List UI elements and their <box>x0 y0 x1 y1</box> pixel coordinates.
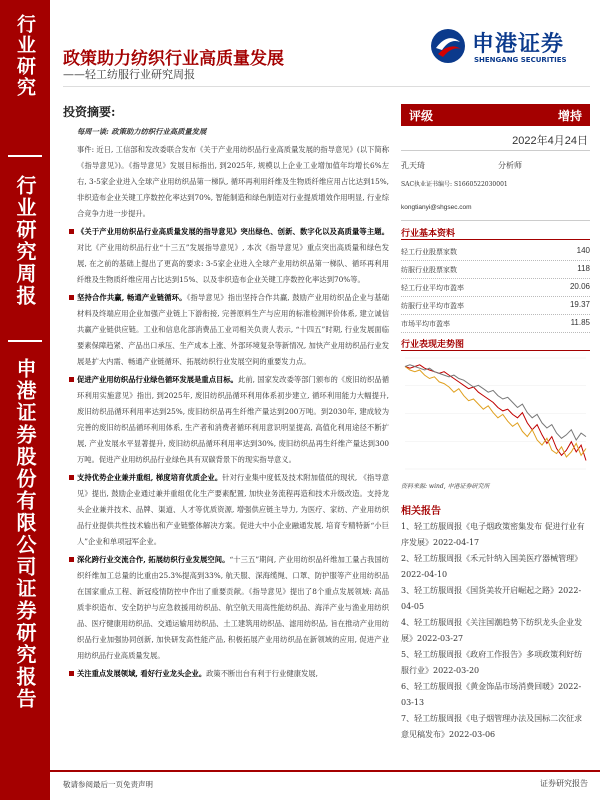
chart-heading: 行业表现走势图 <box>401 340 465 350</box>
related-report-item[interactable]: 1、轻工纺服周报《电子烟政策密集发布 促进行业有序发展》2022-04-17 <box>401 522 585 547</box>
chart-series-line-2 <box>405 367 586 458</box>
stat-label: 轻工行业股票家数 <box>401 248 457 256</box>
logo-text-cn: 申港证券 <box>472 32 565 57</box>
stat-row <box>401 243 590 261</box>
analyst-name: 孔天琦 <box>401 161 425 170</box>
bullet-title: 促进产业用纺织品行业绿色循环发展是重点目标。 <box>77 375 238 384</box>
related-reports-heading: 相关报告 <box>401 506 441 517</box>
related-report-item[interactable]: 4、轻工纺服周报《关注国潮趋势下纺织龙头企业发展》2022-03-27 <box>401 618 583 643</box>
rating-banner <box>401 104 590 126</box>
analyst-email: kongtianyi@shgsec.com <box>401 204 472 211</box>
related-report-item[interactable]: 7、轻工纺服周报《电子烟管理办法及国标二次征求意见稿发布》2022-03-06 <box>401 714 583 739</box>
chart-series-line-3 <box>405 365 586 440</box>
stat-value: 118 <box>577 264 590 273</box>
bullet-text: 政策不断出台有利于行业健康发展, <box>206 669 318 678</box>
report-date: 2022年4月24日 <box>512 135 588 147</box>
chart-series-line-1 <box>405 365 586 461</box>
bullet-title: 《关于产业用纺织品行业高质量发展的指导意见》突出绿色、创新、数字化以及高质量等主题。 <box>77 227 389 236</box>
divider <box>401 150 590 151</box>
bullet-text: “十三五”期间, 产业用纺织品纤维加工量占我国纺织纤维加工总量的比重由25.3%提高到33%, 航天服、深海缆绳、口罩、防护服等产业用纺织品在国家重点工程、新冠疫情防控中作出了重要贡献。《指导意见》提出了8个重点发展领域: 高品质非织造布、安全防护与应急救援用纺织品、航空航天用高性能纺织品、海洋产业与渔业用纺织品、医疗健康用纺织品、交通运输用纺织品、土工建筑用纺织品、滤用纺织品, 旨在推动产业用纺织品行业加强协同创新, 加快研发高性能产品, 积极拓展产业用纺织品在新领域的应用, 促进产业用纺织品行业高质量发展。 <box>77 555 389 660</box>
bullet-text: 《指导意见》指出坚持合作共赢, 鼓励产业用纺织品企业与基础材料及终端应用企业加强产业链上下游衔接, 完善原料生产与应用的标准检测评价体系, 建立诚信共赢产业链供应链。工业和信息化部消费品工业司相关负责人表示, “十四五”时期, 行业发展面临要素保障趋紧、产品出口承压、生产成本上涨、外部环境复杂等新情况, 加快产业用纺织品行业发展是扩大内需、畅通产业链循环、拓展纺织行业发展空间的重要发力点。 <box>77 293 389 366</box>
stat-value: 11.85 <box>570 318 590 327</box>
divider <box>401 220 590 221</box>
rating-label: 评级 <box>409 109 434 123</box>
event-paragraph: 事件: 近日, 工信部和发改委联合发布《关于产业用纺织品行业高质量发展的指导意见》(以下简称《指导意见》)。《指导意见》发展目标指出, 到2025年, 规模以上企业工业增加值年均增长6%左右, 3-5家企业进入全球产业用纺织品第一梯队, 循环再利用纤维及生物质纤维应用占比达到15%, 非织造布企业关键工序数控化率达到70%, 智能制造和绿色制造对行业提质增效作用明显, 行业综合竞争力进一步提升。 <box>77 145 389 218</box>
bullet-title: 坚持合作共赢, 畅通产业链循环。 <box>77 293 187 302</box>
section-divider <box>401 350 590 351</box>
header-divider <box>63 86 590 87</box>
sidebar-divider <box>8 155 42 157</box>
logo-text-en: SHENGANG SECURITIES <box>474 56 567 64</box>
related-report-item[interactable]: 5、轻工纺服周报《政府工作报告》多项政策利好纺服行业》2022-03-20 <box>401 650 583 675</box>
bullet-text: 针对行业集中度低及技术附加值低的现状, 《指导意见》提出, 鼓励企业通过兼并重组优化生产要素配置, 加快业务流程再造和技术升级改造。支持龙头企业兼并技术、品牌、渠道、人才等优质资源, 增强供应链主导力, 为医疗、家纺、产业用纺织品行业提供共性技术输出和产业链整体解决方案。促进大中小企业融通发展, 培育专精特新“小巨人”企业和单项冠军企业。 <box>77 473 389 546</box>
stat-label: 纺服行业平均市盈率 <box>401 302 464 310</box>
footer-divider <box>50 770 600 772</box>
stat-value: 20.06 <box>569 282 590 291</box>
bullet-text: 此前, 国家发改委等部门颁布的《废旧纺织品循环利用实施意见》指出, 到2025年, 废旧纺织品循环利用体系初步建立, 循环利用能力大幅提升, 废旧纺织品循环利用率达到25%, 废旧纺织品再生纤维产量达到200万吨。到2030年, 建成较为完善的废旧纺织品循环利用体系, 生产者和消费者循环利用意识明显提高, 高值化利用途径不断扩展, 产业发展水平显著提升, 废旧纺织品循环利用率达到30%, 废旧纺织品再生纤维产量达到300万吨。促进产业用纺织品行业绿色具有双碳背景下的现实指导意义。 <box>77 375 389 464</box>
stat-row <box>401 297 590 315</box>
stat-row <box>401 279 590 297</box>
section-divider <box>401 239 590 240</box>
related-report-item[interactable]: 6、轻工纺服周报《黄金饰品市场消费回暖》2022-03-13 <box>401 682 582 707</box>
stat-row <box>401 261 590 279</box>
sidebar-divider <box>8 340 42 342</box>
stat-row <box>401 315 590 333</box>
bullet-title: 深化跨行业交流合作, 拓展纺织行业发展空间。 <box>77 555 230 564</box>
stat-value: 140 <box>576 246 590 255</box>
report-title: 政策助力纺织行业高质量发展 <box>63 49 284 69</box>
related-report-item[interactable]: 2、轻工纺服周报《禾元针纳入国美医疗器械管理》2022-04-10 <box>401 554 583 579</box>
footer-report-type: 证券研究报告 <box>540 779 588 788</box>
bullet-item <box>77 552 389 664</box>
bullet-title: 支持优势企业兼并重组, 梯度培育优质企业。 <box>77 473 223 482</box>
industry-performance-chart <box>401 352 590 477</box>
sac-number: SAC执业证书编号: S1660522030001 <box>401 181 508 188</box>
disclaimer-note: 敬请参阅最后一页免责声明 <box>63 780 153 789</box>
sidebar-label-industry-research: 行业研究 <box>14 14 36 98</box>
stat-label: 市场平均市盈率 <box>401 320 450 328</box>
summary-body <box>77 124 389 684</box>
stat-value: 19.37 <box>569 300 590 309</box>
weekly-topic-heading: 每周一谈: 政策助力纺织行业高质量发展 <box>77 127 207 136</box>
company-logo <box>430 25 590 73</box>
stat-label: 纺服行业股票家数 <box>401 266 457 274</box>
analyst-role: 分析师 <box>498 161 522 170</box>
rating-value: 增持 <box>557 109 582 123</box>
bullet-item <box>77 470 389 550</box>
bullet-title: 关注重点发展领域, 看好行业龙头企业。 <box>77 669 207 678</box>
sidebar-label-weekly: 行业研究周报 <box>13 175 37 307</box>
sidebar-label-company: 申港证券股份有限公司证券研究报告 <box>13 358 37 710</box>
summary-heading: 投资摘要: <box>63 105 116 119</box>
bullet-item <box>77 224 389 288</box>
logo-mark-icon <box>430 28 466 64</box>
related-report-item[interactable]: 3、轻工纺服周报《国货美妆开启崛起之路》2022-04-05 <box>401 586 582 611</box>
report-subtitle: ——轻工纺服行业研究周报 <box>63 68 195 81</box>
bullet-item <box>77 372 389 468</box>
industry-data-heading: 行业基本资料 <box>401 229 456 239</box>
chart-source: 资料来源: wind, 申港证券研究所 <box>401 483 490 490</box>
related-reports-list <box>401 519 590 743</box>
bullet-item <box>77 290 389 370</box>
bullet-text: 对比《产业用纺织品行业“十三五”发展指导意见》, 本次《指导意见》重点突出高质量和绿色发展, 在之前的基础上提出了更高的要求: 3-5家企业进入全球产业用纺织品第一梯队、循环再利用纤维及生物质纤维应用占比达到15%、以及非织造布企业关键工序数控化率达到70%等。 <box>77 243 389 284</box>
bullet-item <box>77 666 389 682</box>
stat-label: 轻工行业平均市盈率 <box>401 284 464 292</box>
